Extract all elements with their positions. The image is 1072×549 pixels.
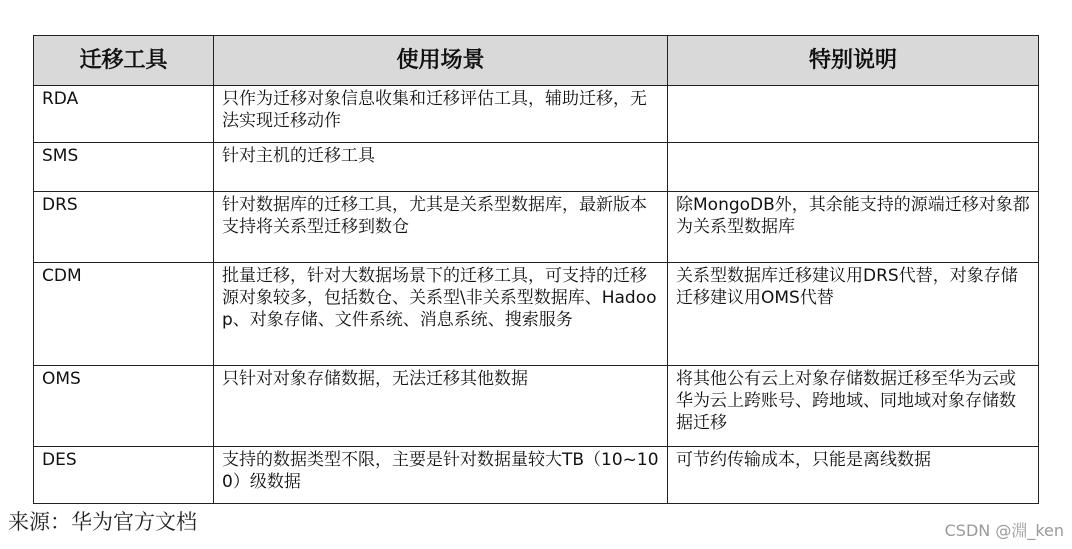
tool-cell: RDA: [34, 86, 214, 143]
scenario-cell: 针对数据库的迁移工具，尤其是关系型数据库，最新版本支持将关系型迁移到数仓: [214, 192, 668, 263]
note-cell: 可节约传输成本，只能是离线数据: [668, 447, 1039, 504]
tool-cell: CDM: [34, 263, 214, 366]
header-note: 特别说明: [668, 36, 1039, 86]
tool-cell: OMS: [34, 366, 214, 447]
table-row: [34, 447, 1039, 504]
note-cell: 除MongoDB外，其余能支持的源端迁移对象都为关系型数据库: [668, 192, 1039, 263]
table-row: [34, 366, 1039, 447]
table-row: [34, 192, 1039, 263]
note-cell: 将其他公有云上对象存储数据迁移至华为云或华为云上跨账号、跨地域、同地域对象存储数据迁移: [668, 366, 1039, 447]
tool-cell: DRS: [34, 192, 214, 263]
table-header-row: [34, 36, 1039, 86]
table-row: [34, 263, 1039, 366]
watermark: CSDN @淵_ken: [944, 521, 1064, 540]
header-scenario: 使用场景: [214, 36, 668, 86]
table-row: [34, 143, 1039, 192]
scenario-cell: 批量迁移，针对大数据场景下的迁移工具，可支持的迁移源对象较多，包括数仓、关系型\非关系型数据库、Hadoop、对象存储、文件系统、消息系统、搜索服务: [214, 263, 668, 366]
scenario-cell: 只针对对象存储数据，无法迁移其他数据: [214, 366, 668, 447]
note-cell: [668, 86, 1039, 143]
source-note: 来源：华为官方文档: [8, 510, 197, 534]
tool-cell: DES: [34, 447, 214, 504]
tool-cell: SMS: [34, 143, 214, 192]
table-row: [34, 86, 1039, 143]
scenario-cell: 支持的数据类型不限，主要是针对数据量较大TB（10~100）级数据: [214, 447, 668, 504]
scenario-cell: 针对主机的迁移工具: [214, 143, 668, 192]
header-tool: 迁移工具: [34, 36, 214, 86]
migration-tools-table: [33, 35, 1039, 504]
scenario-cell: 只作为迁移对象信息收集和迁移评估工具，辅助迁移，无法实现迁移动作: [214, 86, 668, 143]
note-cell: 关系型数据库迁移建议用DRS代替，对象存储迁移建议用OMS代替: [668, 263, 1039, 366]
note-cell: [668, 143, 1039, 192]
